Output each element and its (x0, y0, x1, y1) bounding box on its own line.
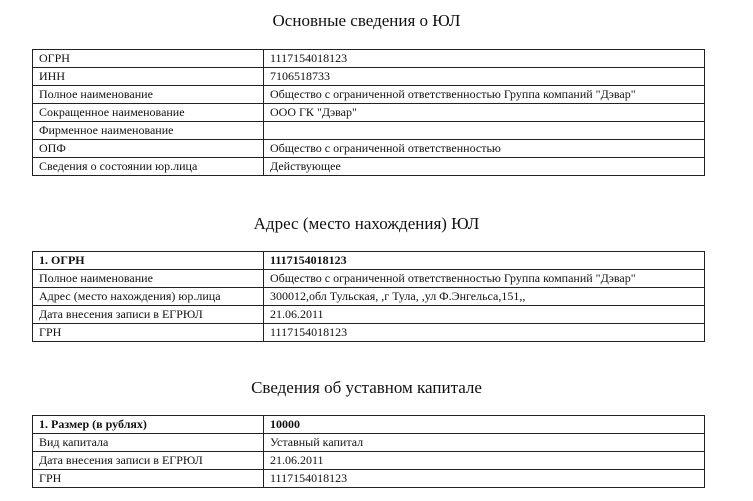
section-title-capital: Сведения об уставном капитале (251, 378, 482, 397)
table-row (33, 434, 705, 452)
row-value: 21.06.2011 (264, 306, 705, 324)
row-label: Полное наименование (33, 86, 264, 104)
row-value: ООО ГК "Дэвар" (264, 104, 705, 122)
row-value: 300012,обл Тульская, ,г Тула, ,ул Ф.Энгельса,151,, (264, 288, 705, 306)
row-value: 1117154018123 (264, 324, 705, 342)
row-value: Общество с ограниченной ответственностью (264, 140, 705, 158)
capital-table (32, 415, 705, 488)
row-value: 1117154018123 (264, 252, 705, 270)
table-row (33, 306, 705, 324)
row-value: Общество с ограниченной ответственностью Группа компаний "Дэвар" (264, 270, 705, 288)
row-label: 1. Размер (в рублях) (33, 416, 264, 434)
row-label: Полное наименование (33, 270, 264, 288)
row-label: ОГРН (33, 50, 264, 68)
row-label: Сокращенное наименование (33, 104, 264, 122)
row-label: 1. ОГРН (33, 252, 264, 270)
section-title-main-info: Основные сведения о ЮЛ (272, 11, 461, 30)
table-row (33, 270, 705, 288)
table-row (33, 68, 705, 86)
main-info-table (32, 49, 705, 176)
section-title-address: Адрес (место нахождения) ЮЛ (253, 214, 480, 233)
table-row (33, 452, 705, 470)
table-row (33, 140, 705, 158)
row-label: Дата внесения записи в ЕГРЮЛ (33, 306, 264, 324)
row-value: Общество с ограниченной ответственностью Группа компаний "Дэвар" (264, 86, 705, 104)
table-row (33, 158, 705, 176)
row-value: Действующее (264, 158, 705, 176)
row-value (264, 122, 705, 140)
table-row (33, 288, 705, 306)
row-value: 7106518733 (264, 68, 705, 86)
table-row (33, 470, 705, 488)
row-label: Сведения о состоянии юр.лица (33, 158, 264, 176)
row-label: ИНН (33, 68, 264, 86)
row-value: 10000 (264, 416, 705, 434)
table-row (33, 104, 705, 122)
row-value: 21.06.2011 (264, 452, 705, 470)
table-row (33, 324, 705, 342)
table-row (33, 86, 705, 104)
row-label: ГРН (33, 470, 264, 488)
table-row (33, 252, 705, 270)
row-value: Уставный капитал (264, 434, 705, 452)
table-row (33, 416, 705, 434)
row-label: ОПФ (33, 140, 264, 158)
row-label: Адрес (место нахождения) юр.лица (33, 288, 264, 306)
row-value: 1117154018123 (264, 470, 705, 488)
row-label: ГРН (33, 324, 264, 342)
row-label: Вид капитала (33, 434, 264, 452)
table-row (33, 50, 705, 68)
row-label: Дата внесения записи в ЕГРЮЛ (33, 452, 264, 470)
row-value: 1117154018123 (264, 50, 705, 68)
address-table (32, 251, 705, 342)
table-row (33, 122, 705, 140)
row-label: Фирменное наименование (33, 122, 264, 140)
